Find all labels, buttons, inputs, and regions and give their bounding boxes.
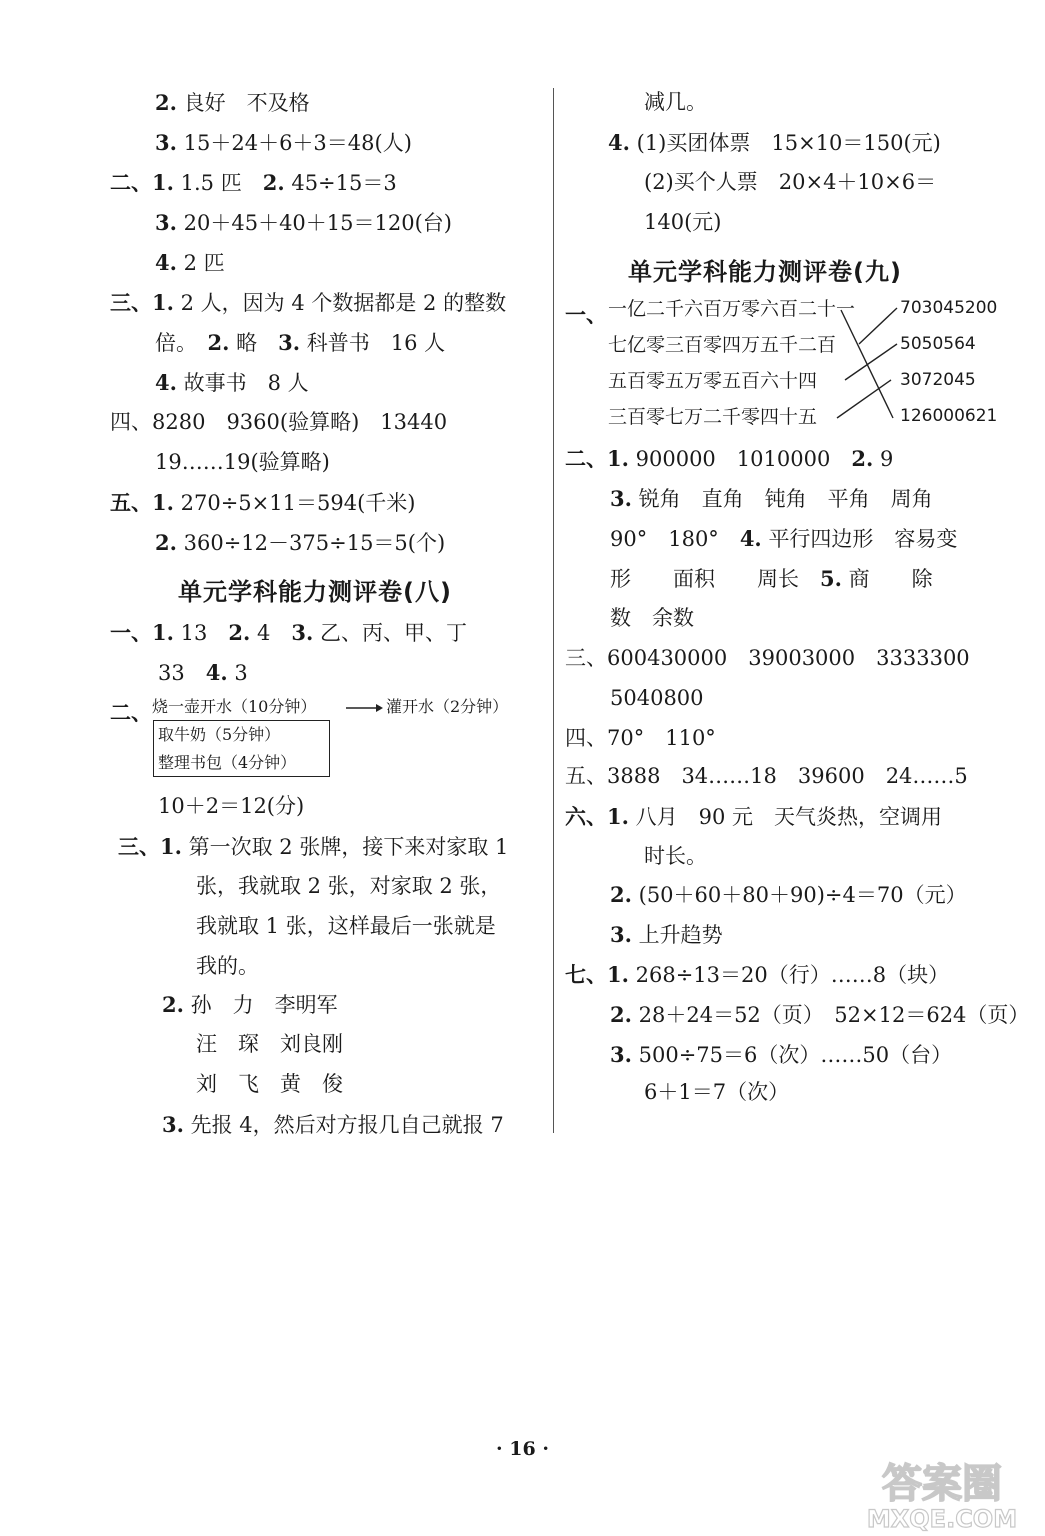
item-number: 1.	[152, 290, 174, 315]
left-line-s3-2c: 刘 飞 黄 俊	[196, 1072, 343, 1096]
item-number: 1.	[607, 804, 629, 829]
answer-text: 良好 不及格	[183, 91, 310, 115]
matching-lines	[835, 296, 905, 436]
right-line-q2-3b	[610, 528, 957, 550]
match-line	[837, 380, 891, 418]
match-right-1: 703045200	[900, 298, 998, 318]
answer-text: 先报 4，然后对方报几自己就报 7	[190, 1113, 504, 1137]
left-line-3	[110, 172, 397, 194]
answer-text: 形 面积 周长	[610, 567, 799, 591]
left-line-s3-1b: 张，我就取 2 张，对家取 2 张，	[196, 874, 502, 898]
answer-text: 八月 90 元 天气炎热，空调用	[635, 805, 943, 829]
left-line-6	[110, 292, 506, 314]
answer-text: 4	[256, 621, 271, 645]
answer-text: 3	[234, 661, 248, 685]
answer-text: 锐角 直角 钝角 平角 周角	[638, 487, 933, 511]
answer-text: (50＋60＋80＋90)÷4＝70（元）	[638, 883, 967, 907]
match-right-3: 3072045	[900, 370, 976, 390]
right-line-q4: 四、70° 110°	[565, 726, 716, 750]
answer-text: 15＋24＋6＋3＝48(人)	[183, 131, 412, 155]
right-line-q7-1	[565, 964, 949, 986]
item-number: 1.	[152, 170, 174, 195]
item-number: 3.	[610, 922, 632, 947]
answer-text: 商 除	[848, 567, 933, 591]
left-line-s3-1d: 我的。	[196, 954, 259, 978]
match-left-4: 三百零七万二千零四十五	[608, 406, 818, 428]
item-number: 2.	[155, 90, 177, 115]
item-number: 4.	[608, 130, 630, 155]
arrow-icon	[344, 700, 384, 716]
match-left-2: 七亿零三百零四万五千二百	[608, 334, 837, 356]
section-label: 五、	[110, 490, 152, 515]
item-number: 2.	[155, 530, 177, 555]
item-number: 2.	[262, 170, 285, 195]
item-number: 4.	[155, 250, 177, 275]
left-line-4	[155, 212, 452, 234]
item-number: 2.	[851, 446, 874, 471]
left-line-s3-1	[118, 836, 508, 858]
item-number: 3.	[291, 620, 314, 645]
answer-text: 13	[180, 621, 208, 645]
item-number: 3.	[610, 1042, 632, 1067]
match-left-3: 五百零五万零五百六十四	[608, 370, 818, 392]
item-number: 4.	[739, 526, 762, 551]
svg-text:答案圈: 答案圈	[882, 1461, 1002, 1507]
right-line-q6-2	[610, 884, 967, 906]
item-number: 3.	[278, 330, 301, 355]
answer-text: 上升趋势	[638, 923, 723, 947]
answer-text: 倍。	[155, 331, 187, 355]
left-line-s3-1c: 我就取 1 张，这样最后一张就是	[196, 914, 496, 938]
left-line-10: 19……19(验算略)	[155, 450, 330, 474]
left-line-8	[155, 372, 309, 394]
match-line	[845, 344, 897, 380]
item-number: 1.	[152, 490, 174, 515]
page-number: · 16 ·	[496, 1438, 549, 1460]
left-line-7	[155, 332, 445, 354]
answer-text: 28＋24＝52（页） 52×12＝624（页）	[638, 1003, 1030, 1027]
answer-text: 略	[236, 331, 258, 355]
section-label: 六、	[565, 804, 607, 829]
answer-text: 33	[158, 661, 185, 685]
item-number: 3.	[155, 210, 177, 235]
right-line-q5: 五、3888 34……18 39600 24……5	[565, 764, 968, 788]
right-line-q7-2	[610, 1004, 1029, 1026]
left-line-9: 四、8280 9360(验算略) 13440	[110, 410, 448, 434]
flow-step-boil-water: 烧一壶开水（10分钟）	[152, 697, 317, 716]
item-number: 3.	[610, 486, 632, 511]
answer-text: 2 匹	[183, 251, 225, 275]
left-line-s3-2b: 汪 琛 刘良刚	[196, 1032, 343, 1056]
answer-text: 平行四边形 容易变	[768, 527, 958, 551]
match-line	[859, 308, 897, 344]
right-line-1	[608, 132, 941, 154]
answer-text: 900000 1010000	[635, 447, 831, 471]
left-line-s1b	[158, 662, 248, 684]
column-divider	[553, 88, 554, 1133]
right-line-q3b: 5040800	[610, 686, 704, 710]
section-label: 三、	[118, 834, 160, 859]
right-line-3: 140(元)	[644, 210, 722, 234]
right-line-0: 减几。	[644, 90, 707, 114]
right-line-q6-3	[610, 924, 723, 946]
item-number: 2.	[207, 330, 230, 355]
item-number: 4.	[205, 660, 228, 685]
item-number: 5.	[820, 566, 842, 591]
left-line-s2-calc: 10＋2＝12(分)	[158, 794, 305, 818]
item-number: 3.	[155, 130, 177, 155]
answer-text: 第一次取 2 张牌，接下来对家取 1	[188, 835, 509, 859]
answer-text: 360÷12－375÷15＝5(个)	[183, 531, 446, 555]
match-left-1: 一亿二千六百万零六百二十一	[608, 298, 856, 320]
item-number: 2.	[610, 882, 632, 907]
answer-text: 科普书 16 人	[306, 331, 446, 355]
answer-text: 20＋45＋40＋15＝120(台)	[183, 211, 452, 235]
item-number: 1.	[607, 446, 629, 471]
left-line-s3-3	[162, 1114, 504, 1136]
watermark-logo	[857, 1455, 1027, 1533]
item-number: 1.	[160, 834, 182, 859]
answer-text: 500÷75＝6（次）……50（台）	[638, 1043, 953, 1067]
right-line-q2-3c	[610, 568, 933, 590]
section-title-9: 单元学科能力测评卷(九)	[628, 258, 902, 286]
item-number: 1.	[607, 962, 629, 987]
item-number: 2.	[610, 1002, 632, 1027]
match-right-4: 126000621	[900, 406, 998, 426]
item-number: 3.	[162, 1112, 184, 1137]
item-number: 2.	[162, 992, 184, 1017]
answer-text: 9	[879, 447, 894, 471]
answer-text: 2 人，因为 4 个数据都是 2 的整数	[180, 291, 507, 315]
section-title-8: 单元学科能力测评卷(八)	[178, 578, 452, 606]
answer-text: 孙 力 李明军	[190, 993, 338, 1017]
right-line-2: (2)买个人票 20×4＋10×6＝	[644, 170, 937, 194]
flow-task-milk: 取牛奶（5分钟）	[158, 725, 281, 744]
left-line-5	[155, 252, 225, 274]
section-label: 一、	[565, 302, 607, 327]
answer-text: 270÷5×11＝594(千米)	[180, 491, 416, 515]
right-line-q7-3b: 6＋1＝7（次）	[644, 1080, 790, 1104]
left-line-12	[155, 532, 445, 554]
left-line-2	[155, 132, 412, 154]
match-right-2: 5050564	[900, 334, 976, 354]
left-line-s1	[110, 622, 467, 644]
svg-text:MXQE.COM: MXQE.COM	[866, 1505, 1018, 1533]
section-label: 三、	[110, 290, 152, 315]
section-label: 二、	[565, 446, 607, 471]
right-line-q2-3	[610, 488, 933, 510]
item-number: 1.	[152, 620, 174, 645]
right-line-q3: 三、600430000 39003000 3333300	[565, 646, 970, 670]
left-line-11	[110, 492, 415, 514]
answer-text: 故事书 8 人	[183, 371, 309, 395]
right-line-q2-1	[565, 448, 893, 470]
answer-text: 268÷13＝20（行）……8（块）	[635, 963, 950, 987]
item-number: 2.	[228, 620, 251, 645]
right-line-q2-3d: 数 余数	[610, 606, 694, 630]
flow-step-pour-water: 灌开水（2分钟）	[386, 697, 509, 716]
answer-text: 乙、丙、甲、丁	[319, 621, 467, 645]
answer-text: (1)买团体票 15×10＝150(元)	[636, 131, 941, 155]
right-line-q7-3	[610, 1044, 952, 1066]
section-label: 二、	[110, 170, 152, 195]
flow-task-schoolbag: 整理书包（4分钟）	[158, 753, 297, 772]
right-line-q6-1	[565, 806, 942, 828]
left-line-1	[155, 92, 310, 114]
section-label: 七、	[565, 962, 607, 987]
right-line-q6-1b: 时长。	[644, 844, 707, 868]
left-line-s3-2	[162, 994, 338, 1016]
answer-text: 45÷15＝3	[291, 171, 397, 195]
section-label: 二、	[110, 700, 152, 725]
section-label: 一、	[110, 620, 152, 645]
answer-text: 1.5 匹	[180, 171, 242, 195]
item-number: 4.	[155, 370, 177, 395]
answer-text: 90° 180°	[610, 527, 719, 551]
